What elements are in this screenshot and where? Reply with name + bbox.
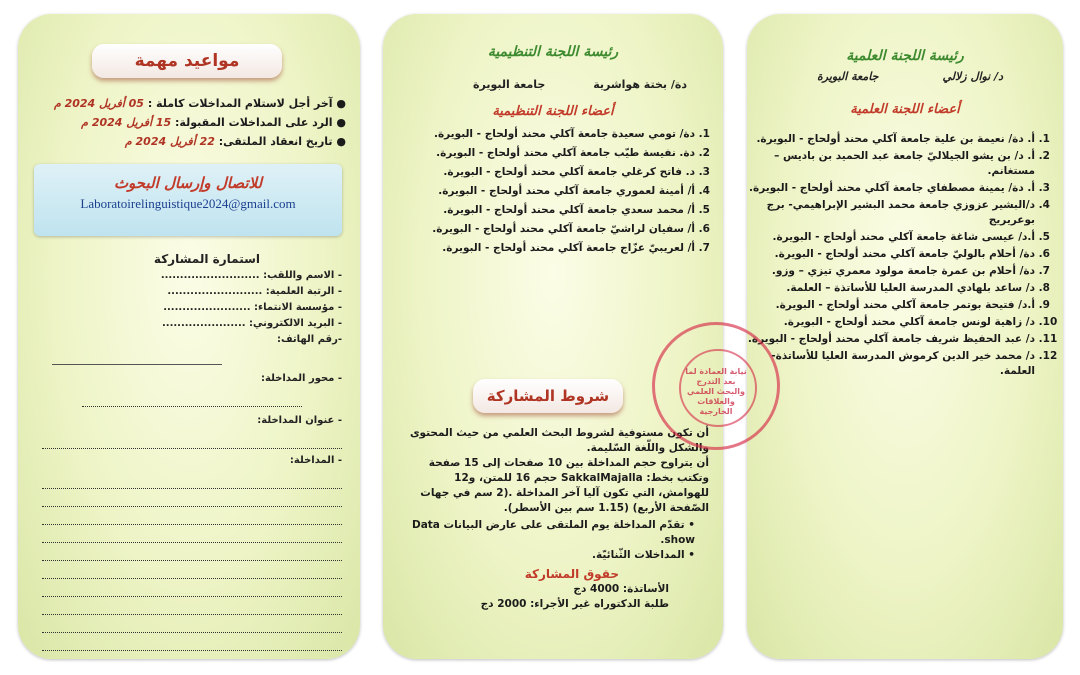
axis-field[interactable]: - محور المداخلة: [261, 373, 342, 384]
org-members-list [383, 126, 717, 259]
condition-bullet: • تقدّم المداخلة يوم الملتقى على عارض البيانات Data show. [411, 519, 695, 546]
official-stamp [652, 322, 780, 450]
list-item: 3. د. فاتح كرغلي جامعة آكلي محند أولحاج - البويرة. [389, 164, 695, 181]
conditions-title: شروط المشاركة [473, 379, 623, 413]
scientific-committee-panel [747, 14, 1063, 659]
sci-members-list [747, 132, 1057, 381]
contact-title: للاتصال وإرسال البحوث [113, 174, 263, 192]
list-item: 5. أ.د/ عيسى شاغة جامعة آكلي محند أولحاج - البويرة. [747, 230, 1035, 245]
dates-list [26, 94, 346, 151]
stamp-text: نيابة العمادة لما بعد التدرج والبحث العلمي والعلاقات الخارجية [685, 367, 747, 416]
condition-item: أن تكون مستوفية لشروط البحث العلمي من حيث المحتوى والشكل واللّغة السّليمة. [409, 427, 709, 454]
date-item: ● الرد على المداخلات المقبولة: 15 أفريل 2024 م [81, 116, 346, 129]
sci-head-univ: جامعة البويرة [817, 70, 879, 83]
list-item: 12. د/ محمد خير الدين كرموش المدرسة العليا للأساتذة- العلمة. [747, 349, 1035, 379]
form-field[interactable]: - الرتبة العلمية: ......................... [167, 286, 342, 297]
organizing-committee-panel [383, 14, 723, 659]
list-item: 5. أ/ محمد سعدي جامعة آكلي محند أولحاج - البويرة. [389, 202, 695, 219]
sci-head-name: د/ نوال زلالي [942, 70, 1003, 83]
important-dates-panel [18, 14, 360, 659]
form-field[interactable]: -رقم الهاتف: [277, 334, 342, 345]
list-item: 4. أ/ أمينة لعموري جامعة آكلي محند أولحاج - البويرة. [389, 183, 695, 200]
condition-item: أن يتراوح حجم المداخلة بين 10 صفحات إلى 15 صفحة وتكتب بخط: SakkalMajalla حجم 16 للمتن، و12 للهوامش، التي تكون آليا آخر المداخلة .(2 سم في جهات الصّفحة الأربع) (1.15 سم بين الأسطر). [420, 457, 709, 514]
fee-item: طلبة الدكتوراه غير الأجراء: 2000 دج [480, 598, 669, 610]
contact-email[interactable]: Laboratoirelinguistique2024@gmail.com [80, 196, 296, 211]
contact-box [34, 164, 342, 236]
list-item: 10. د/ زاهية لونس جامعة آكلي محند أولحاج - البويرة. [747, 315, 1035, 330]
form-field[interactable]: - الاسم واللقب: .......................... [160, 270, 342, 281]
list-item: 2. أ. د/ بن يشو الجيلاليّ جامعة عبد الحميد بن باديس – مستغانم. [747, 149, 1035, 179]
title-field[interactable]: - عنوان المداخلة: [257, 415, 342, 426]
list-item: 8. د/ ساعد بلهادي المدرسة العليا للأساتذة – العلمة. [747, 281, 1035, 296]
important-dates-title: مواعيد مهمة [92, 44, 282, 78]
list-item: 9. أ.د/ فتيحة بوتمر جامعة آكلي محند أولحاج - البويرة. [747, 298, 1035, 313]
org-members-title: أعضاء اللجنة التنظيمية [492, 104, 614, 119]
list-item: 7. دة/ أحلام بن عمرة جامعة مولود معمري تيزي – وزو. [747, 264, 1035, 279]
condition-bullet: • المداخلات الثّنائيّة. [591, 549, 695, 561]
fee-item: الأساتذة: 4000 دج [573, 583, 669, 595]
sci-members-title: أعضاء اللجنة العلمية [850, 102, 960, 117]
list-item: 7. أ/ لعريبيّ عزّاج جامعة آكلي محند أولحاج - البويرة. [389, 240, 695, 257]
form-title: استمارة المشاركة [153, 252, 260, 266]
list-item: 1. أ. دة/ نعيمة بن علية جامعة آكلي محند أولحاج - البويرة. [747, 132, 1035, 147]
sci-head-title: رئيسة اللجنة العلمية [846, 48, 964, 64]
list-item: 11. د/ عبد الحفيظ شريف جامعة آكلي محند أولحاج - البويرة. [747, 332, 1035, 347]
body-field[interactable]: - المداخلة: [289, 455, 342, 466]
org-head-name: دة/ بختة هواشرية [593, 78, 687, 91]
list-item: 6. أ/ سفيان لراشيّ جامعة آكلي محند أولحاج - البويرة. [389, 221, 695, 238]
org-head-univ: جامعة البويرة [473, 78, 546, 91]
conditions-text [409, 426, 709, 612]
form-field[interactable]: - مؤسسة الانتماء: ....................... [163, 302, 342, 313]
list-item: 1. دة/ تومي سعيدة جامعة آكلي محند أولحاج - البويرة. [389, 126, 695, 143]
participation-form [42, 270, 342, 659]
list-item: 2. دة. نفيسة طيّب جامعة آكلي محند أولحاج - البويرة. [389, 145, 695, 162]
list-item: 3. أ. دة/ يمينة مصطفاي جامعة آكلي محند أولحاج - البويرة. [747, 181, 1035, 196]
form-field[interactable]: - البريد الالكتروني: ...................... [161, 318, 342, 329]
rights-title: حقوق المشاركة [524, 567, 619, 581]
date-item: ● آخر أجل لاستلام المداخلات كاملة : 05 أفريل 2024 م [53, 97, 346, 110]
list-item: 4. د/البشير عزوزي جامعة محمد البشير الإبراهيمي- برج بوعريريج [747, 198, 1035, 228]
date-item: ● تاريخ انعقاد الملتقى: 22 أفريل 2024 م [124, 135, 346, 148]
list-item: 6. دة/ أحلام بالوليّ جامعة آكلي محند أولحاج - البويرة. [747, 247, 1035, 262]
org-head-title: رئيسة اللجنة التنظيمية [487, 44, 619, 60]
